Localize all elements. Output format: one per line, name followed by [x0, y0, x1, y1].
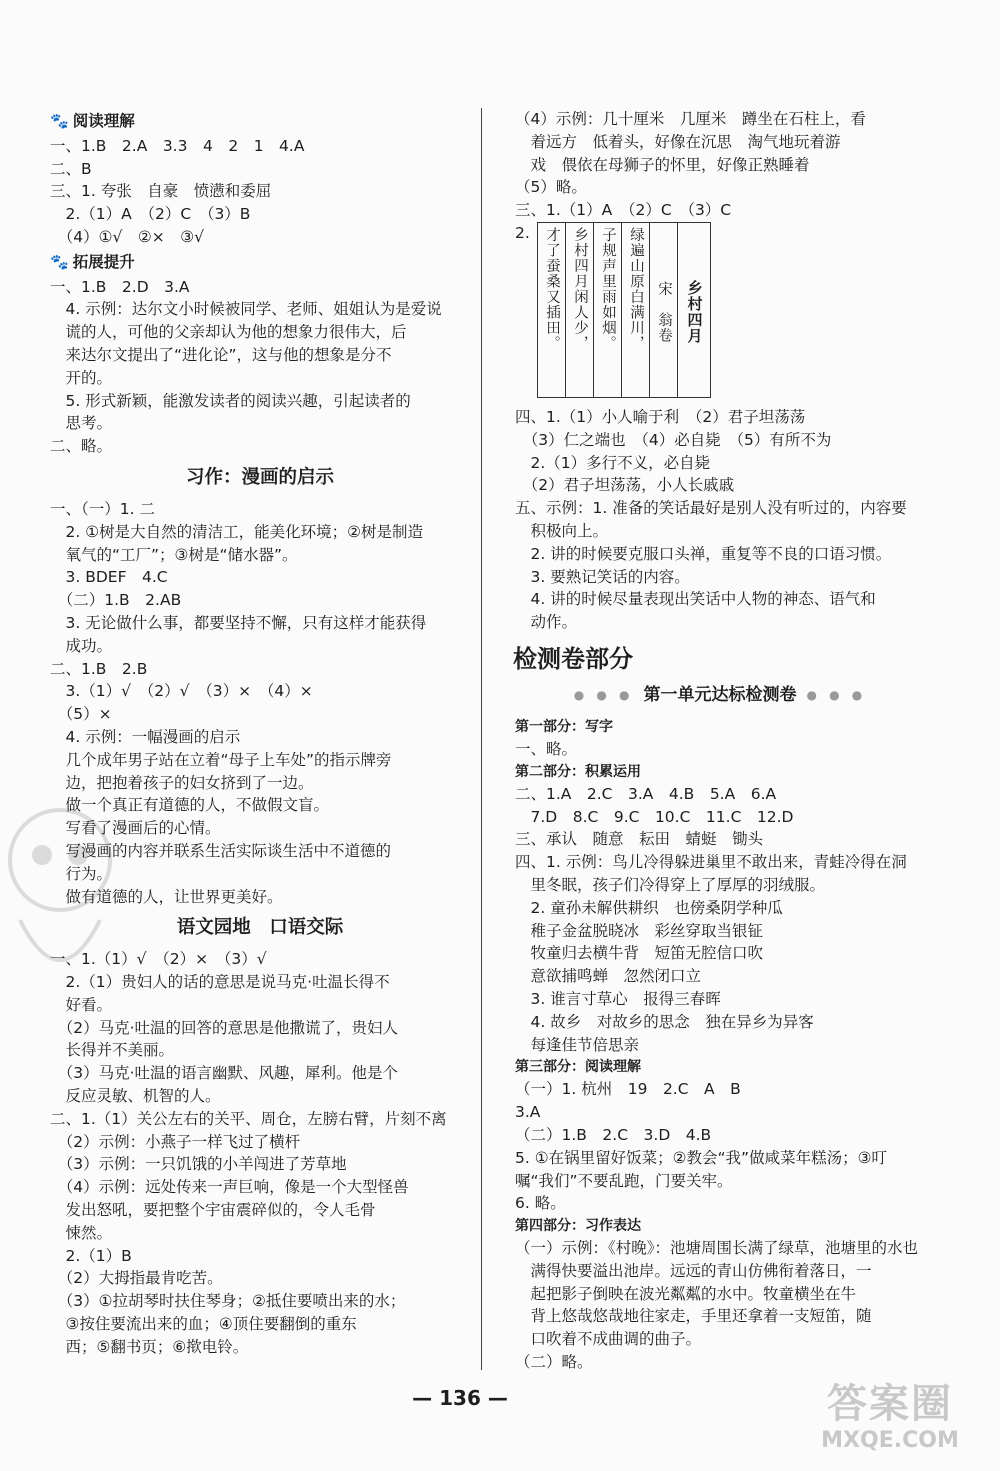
answer-line: 思考。 [50, 414, 113, 433]
answer-line: 牧童归去横牛背 短笛无腔信口吹 [515, 944, 764, 963]
answer-line: （5）× [50, 705, 112, 724]
answer-line: 来达尔文提出了“进化论”，这与他的想象是分不 [50, 345, 392, 364]
right-column [515, 108, 925, 1374]
answer-line: 2.（1）多行不义，必自毙 [515, 453, 711, 472]
answer-line: 悚然。 [50, 1223, 113, 1242]
answer-line: 7.D 8.C 9.C 10.C 11.C 12.D [515, 807, 794, 826]
part3-answers [515, 1078, 925, 1215]
answer-line: 3.（1）√ （2）√ （3）× （4）× [50, 682, 313, 701]
column-divider [481, 108, 482, 1370]
answer-line: 三、1.（1）A （2）C （3）C [515, 201, 732, 220]
answer-line: 背上悠哉悠哉地往家走，手里还拿着一支短笛，随 [515, 1307, 872, 1326]
answer-line: 氧气的“工厂”；③树是“储水器”。 [50, 545, 298, 564]
answer-line: 一、略。 [515, 739, 578, 758]
answer-line: 3.A [515, 1103, 541, 1122]
answer-line: 口吹着不成曲调的曲子。 [515, 1330, 702, 1349]
answer-line: 5. ①在锅里留好饭菜；②教会“我”做咸菜年糕汤；③叮 [515, 1148, 887, 1167]
dots-decoration: ● ● ● [573, 687, 634, 702]
part-label: 第一部分：写字 [515, 718, 613, 735]
answer-line: 一、1.（1）√ （2）× （3）√ [50, 950, 267, 969]
answer-line: 写看了漫画后的心情。 [50, 819, 221, 838]
answer-line: 3. 无论做什么事，都要坚持不懈，只有这样才能获得 [50, 613, 427, 632]
answer-line: 长得并不美丽。 [50, 1041, 175, 1060]
answer-line: 3. BDEF 4.C [50, 568, 168, 587]
after-poem-answers [515, 406, 925, 634]
answer-line: 4. 示例：一幅漫画的启示 [50, 727, 241, 746]
part-label: 第二部分：积累运用 [515, 763, 641, 780]
answer-line: 二、1.（1）关公左右的关平、周仓，左膀右臂，片刻不离 [50, 1109, 447, 1128]
answer-line: 3. 要熟记笑话的内容。 [515, 567, 690, 586]
answer-line: 二、1.B 2.B [50, 659, 148, 678]
part4-answers [515, 1237, 925, 1374]
answer-line: 反应灵敏、机智的人。 [50, 1087, 221, 1106]
answer-line: 4. 故乡 对故乡的思念 独在异乡为异客 [515, 1012, 814, 1031]
answer-line: 3. 谁言寸草心 报得三春晖 [515, 989, 721, 1008]
answer-line: （3）①拉胡琴时扶住琴身；②抵住要喷出来的水； [50, 1292, 406, 1311]
reading-section-title: 阅读理解 [72, 112, 135, 130]
answer-line: 开的。 [50, 368, 113, 387]
answer-line: 每逢佳节倍思亲 [515, 1035, 640, 1054]
part-label: 第三部分：阅读理解 [515, 1059, 641, 1076]
dots-decoration: ● ● ● [806, 687, 867, 702]
answer-line: 西；⑤翻书页；⑥揿电铃。 [50, 1337, 249, 1356]
extend-section-header [50, 251, 450, 274]
answer-line: 四、1.（1）小人喻于利 （2）君子坦荡荡 [515, 407, 806, 426]
poem-title: 乡村四月 [685, 279, 704, 344]
answer-line: 2. 讲的时候要克服口头禅，重复等不良的口语习惯。 [515, 544, 892, 563]
poem-label: 2. [515, 223, 530, 242]
answer-line: （3）示例：一只饥饿的小羊闯进了芳草地 [50, 1155, 347, 1174]
poem-grid [537, 222, 711, 398]
answer-line: 几个成年男子站在立着“母子上车处”的指示牌旁 [50, 750, 392, 769]
answer-line: 2.（1）A （2）C （3）B [50, 205, 251, 224]
answer-line: （4）①√ ②× ③√ [50, 227, 205, 246]
answer-line: 着远方 低着头，好像在沉思 淘气地玩着游 [515, 132, 841, 151]
answer-line: 2.（1）B [50, 1246, 132, 1265]
yuwen-chapter-title: 语文园地 口语交际 [176, 917, 344, 939]
poem-column: 乡村四月闲人少， [566, 223, 594, 397]
watermark [790, 1380, 990, 1454]
answer-line: 嘱“我们”不要乱跑，门要关牢。 [515, 1171, 733, 1190]
paw-icon: 🐾 [50, 252, 69, 271]
poem-column: 子规声里雨如烟。 [594, 223, 622, 397]
part2-answers [515, 783, 925, 1057]
answer-line: 四、1. 示例：鸟儿冷得躲进巢里不敢出来，青蛙冷得在洞 [515, 853, 907, 872]
continued-answers [515, 108, 925, 222]
answer-line: 写漫画的内容并联系生活实际谈生活中不道德的 [50, 841, 392, 860]
answer-line: （一）示例：《村晚》：池塘周围长满了绿草，池塘里的水也 [515, 1239, 919, 1258]
answer-line: 谎的人，可他的父亲却认为他的想象力很伟大，后 [50, 323, 407, 342]
answer-line: （2）君子坦荡荡，小人长戚戚 [515, 476, 735, 495]
answer-line: 戏 偎依在母狮子的怀里，好像正熟睡着 [515, 155, 810, 174]
answer-line: 成功。 [50, 636, 113, 655]
answer-line: 意欲捕鸣蝉 忽然闭口立 [515, 967, 702, 986]
answer-line: 做有道德的人，让世界更美好。 [50, 887, 283, 906]
answer-line: 里冬眠，孩子们冷得穿上了厚厚的羽绒服。 [515, 875, 826, 894]
answer-line: 满得快要溢出池岸。远远的青山仿佛衔着落日，一 [515, 1261, 872, 1280]
answer-line: 二、B [50, 159, 92, 178]
answer-line: 发出怒吼，要把整个宇宙震碎似的，令人毛骨 [50, 1201, 376, 1220]
paw-icon: 🐾 [50, 111, 69, 130]
watermark-title: 答案圈 [827, 1381, 953, 1427]
answer-line: 6. 略。 [515, 1194, 566, 1213]
answer-line: ③按住要流出来的血；④顶住要翻倒的重东 [50, 1315, 357, 1334]
answer-line: 五、示例：1. 准备的笑话最好是别人没有听过的，内容要 [515, 499, 907, 518]
poem-answer [515, 222, 925, 402]
answer-line: （4）示例：远处传来一声巨响，像是一个大型怪兽 [50, 1178, 409, 1197]
reading-answers [50, 135, 450, 249]
answer-line: 行为。 [50, 864, 113, 883]
answer-line: （2）马克·吐温的回答的意思是他撒谎了，贵妇人 [50, 1018, 399, 1037]
watermark-url: MXQE.COM [821, 1428, 959, 1453]
left-column [50, 108, 450, 1359]
extend-answers [50, 276, 450, 458]
extend-section-title: 拓展提升 [72, 252, 135, 271]
answer-line: 三、承认 随意 耘田 蜻蜓 锄头 [515, 830, 764, 849]
answer-line: （二）略。 [515, 1353, 593, 1372]
answer-line: （4）示例：几十厘米 几厘米 蹲坐在石柱上，看 [515, 110, 866, 128]
answer-line: 边，把抱着孩子的妇女挤到了一边。 [50, 773, 314, 792]
answer-line: 好看。 [50, 995, 113, 1014]
test-section-title: 检测卷部分 [513, 644, 633, 673]
answer-line: 4. 讲的时候尽量表现出笑话中人物的神态、语气和 [515, 590, 876, 609]
answer-line: 二、1.A 2.C 3.A 4.B 5.A 6.A [515, 784, 777, 803]
answer-line: 2.（1）贵妇人的话的意思是说马克·吐温长得不 [50, 973, 390, 992]
answer-line: （3）马克·吐温的语言幽默、风趣，犀利。他是个 [50, 1064, 399, 1083]
answer-line: （二）1.B 2.AB [50, 591, 182, 610]
reading-section-header [50, 110, 450, 133]
answer-line: （2）大拇指最肯吃苦。 [50, 1269, 223, 1288]
answer-line: （一）1. 杭州 19 2.C A B [515, 1080, 741, 1099]
answer-line: （二）1.B 2.C 3.D 4.B [515, 1125, 712, 1144]
poem-author: 宋 翁卷 [650, 223, 678, 397]
xizuo-answers [50, 498, 450, 908]
xizuo-chapter-title: 习作：漫画的启示 [185, 466, 334, 488]
answer-line: 4. 示例：达尔文小时候被同学、老师、姐姐认为是爱说 [50, 300, 442, 319]
poem-column: 才了蚕桑又插田。 [538, 223, 566, 397]
answer-line: （2）示例：小燕子一样飞过了横杆 [50, 1132, 301, 1151]
answer-line: 稚子金盆脱晓冰 彩丝穿取当银钲 [515, 921, 764, 940]
answer-line: 一、1.B 2.D 3.A [50, 277, 190, 296]
answer-line: 一、1.B 2.A 3.3 4 2 1 4.A [50, 136, 305, 155]
unit-test-header [515, 682, 925, 708]
answer-line: 做一个真正有道德的人，不做假文盲。 [50, 796, 330, 815]
answer-line: 一、（一）1. 二 [50, 499, 155, 518]
poem-column: 绿遍山原白满川， [622, 223, 650, 397]
answer-line: 二、略。 [50, 437, 113, 456]
answer-line: （3）仁之端也 （4）必自毙 （5）有所不为 [515, 430, 832, 449]
page-number: — 136 — [412, 1386, 508, 1410]
answer-line: 动作。 [515, 613, 578, 632]
answer-line: 5. 形式新颖，能激发读者的阅读兴趣，引起读者的 [50, 391, 411, 410]
answer-line: 积极向上。 [515, 521, 609, 540]
answer-line: 2. 童孙未解供耕织 也傍桑阴学种瓜 [515, 898, 783, 917]
answer-line: （5）略。 [515, 178, 587, 197]
part-label: 第四部分：习作表达 [515, 1218, 641, 1235]
yuwen-answers [50, 948, 450, 1358]
unit-test-title: 第一单元达标检测卷 [643, 684, 797, 705]
answer-line: 2. ①树是大自然的清洁工，能美化环境；②树是制造 [50, 522, 424, 541]
answer-line: 起把影子倒映在波光粼粼的水中。牧童横坐在牛 [515, 1284, 857, 1303]
answer-line: 三、1. 夸张 自豪 愤懑和委屈 [50, 182, 272, 201]
